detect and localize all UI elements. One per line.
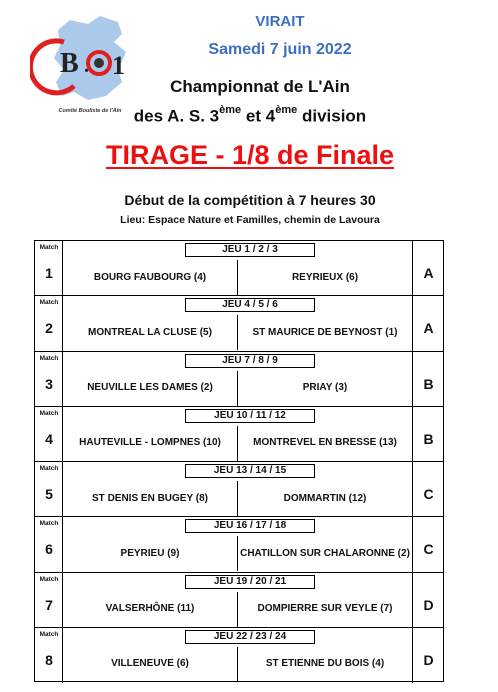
match-table — [34, 240, 444, 682]
team-a: NEUVILLE LES DAMES (2) — [63, 371, 238, 406]
svg-text:B: B — [60, 48, 79, 79]
jeu-box: JEU 22 / 23 / 24 — [185, 630, 315, 644]
logo-graphic — [30, 12, 150, 112]
match-label: Match — [39, 630, 59, 638]
cba-logo — [30, 12, 150, 117]
group-letter: A — [423, 265, 434, 281]
match-cell — [35, 352, 63, 406]
match-row — [35, 241, 443, 296]
match-label: Match — [39, 409, 59, 417]
group-letter: B — [423, 375, 434, 392]
match-number: 1 — [45, 265, 53, 281]
group-letter: B — [423, 430, 434, 447]
match-number: 4 — [45, 430, 53, 447]
team-b: REYRIEUX (6) — [291, 271, 359, 283]
match-row — [35, 296, 443, 351]
group-cell — [412, 517, 443, 571]
match-label: Match — [39, 354, 59, 362]
match-number: 6 — [45, 541, 53, 558]
svg-text:1: 1 — [112, 51, 125, 80]
match-number: 3 — [45, 375, 53, 392]
match-label: Match — [39, 465, 59, 472]
group-cell — [412, 573, 443, 627]
title-line-2: des A. S. 3ème et 4ème division — [133, 104, 367, 126]
match-cell — [35, 296, 63, 350]
match-number: 5 — [45, 486, 53, 502]
team-b: DOMMARTIN (12) — [283, 492, 367, 504]
team-b: ST ETIENNE DU BOIS (4) — [265, 658, 385, 670]
jeu-box: JEU 19 / 20 / 21 — [185, 575, 315, 589]
match-cell — [35, 517, 63, 571]
venue-name: VIRAIT — [255, 13, 305, 30]
group-cell — [412, 628, 443, 683]
team-a: VILLENEUVE (6) — [63, 647, 238, 682]
team-a: VALSERHÔNE (11) — [63, 592, 238, 627]
team-a: ST DENIS EN BUGEY (8) — [63, 481, 238, 516]
group-cell — [412, 407, 443, 461]
match-cell — [35, 241, 63, 295]
group-letter: C — [423, 541, 434, 558]
jeu-box: JEU 7 / 8 / 9 — [185, 354, 315, 368]
team-a: HAUTEVILLE - LOMPNES (10) — [63, 426, 238, 461]
jeu-box: JEU 4 / 5 / 6 — [185, 298, 315, 312]
match-cell — [35, 573, 63, 627]
match-row — [35, 407, 443, 462]
match-cell — [35, 407, 63, 461]
match-row — [35, 517, 443, 572]
team-b: MONTREVEL EN BRESSE (13) — [253, 437, 397, 449]
match-row — [35, 462, 443, 517]
jeu-box: JEU 16 / 17 / 18 — [185, 519, 315, 533]
team-b: DOMPIERRE SUR VEYLE (7) — [257, 603, 393, 614]
group-letter: C — [423, 486, 434, 502]
event-date: Samedi 7 juin 2022 — [208, 41, 352, 58]
group-letter: D — [423, 651, 434, 668]
jeu-box: JEU 10 / 11 / 12 — [185, 409, 315, 423]
group-cell — [412, 296, 443, 350]
match-number: 8 — [45, 651, 53, 668]
match-label: Match — [39, 244, 59, 251]
group-cell — [412, 462, 443, 516]
match-row — [35, 352, 443, 407]
title-line-1: Championnat de L'Ain — [170, 77, 350, 96]
match-label: Match — [39, 299, 59, 307]
match-cell — [35, 462, 63, 516]
team-b: PRIAY (3) — [302, 382, 348, 393]
match-cell — [35, 628, 63, 683]
match-number: 2 — [45, 320, 53, 337]
group-cell — [412, 352, 443, 406]
match-label: Match — [39, 520, 59, 528]
jeu-box: JEU 1 / 2 / 3 — [185, 243, 315, 257]
location: Lieu: Espace Nature et Familles, chemin de Lavoura — [120, 214, 380, 226]
team-b: ST MAURICE DE BEYNOST (1) — [252, 326, 398, 338]
team-b: CHATILLON SUR CHALARONNE (2) — [240, 547, 410, 559]
team-a: PEYRIEU (9) — [63, 536, 238, 571]
match-row — [35, 573, 443, 628]
svg-text:.: . — [84, 55, 89, 77]
team-a: MONTREAL LA CLUSE (5) — [63, 315, 238, 350]
draw-heading: TIRAGE - 1/8 de Finale — [105, 140, 395, 170]
logo-caption: Comité Bouliste de l'Ain — [58, 108, 122, 114]
match-label: Match — [39, 575, 59, 583]
group-letter: A — [423, 320, 434, 337]
jeu-box: JEU 13 / 14 / 15 — [185, 464, 315, 478]
match-row — [35, 628, 443, 683]
group-letter: D — [423, 596, 434, 613]
match-number: 7 — [45, 596, 53, 613]
team-a: BOURG FAUBOURG (4) — [63, 260, 238, 295]
start-time: Début de la compétition à 7 heures 30 — [124, 192, 376, 208]
group-cell — [412, 241, 443, 295]
